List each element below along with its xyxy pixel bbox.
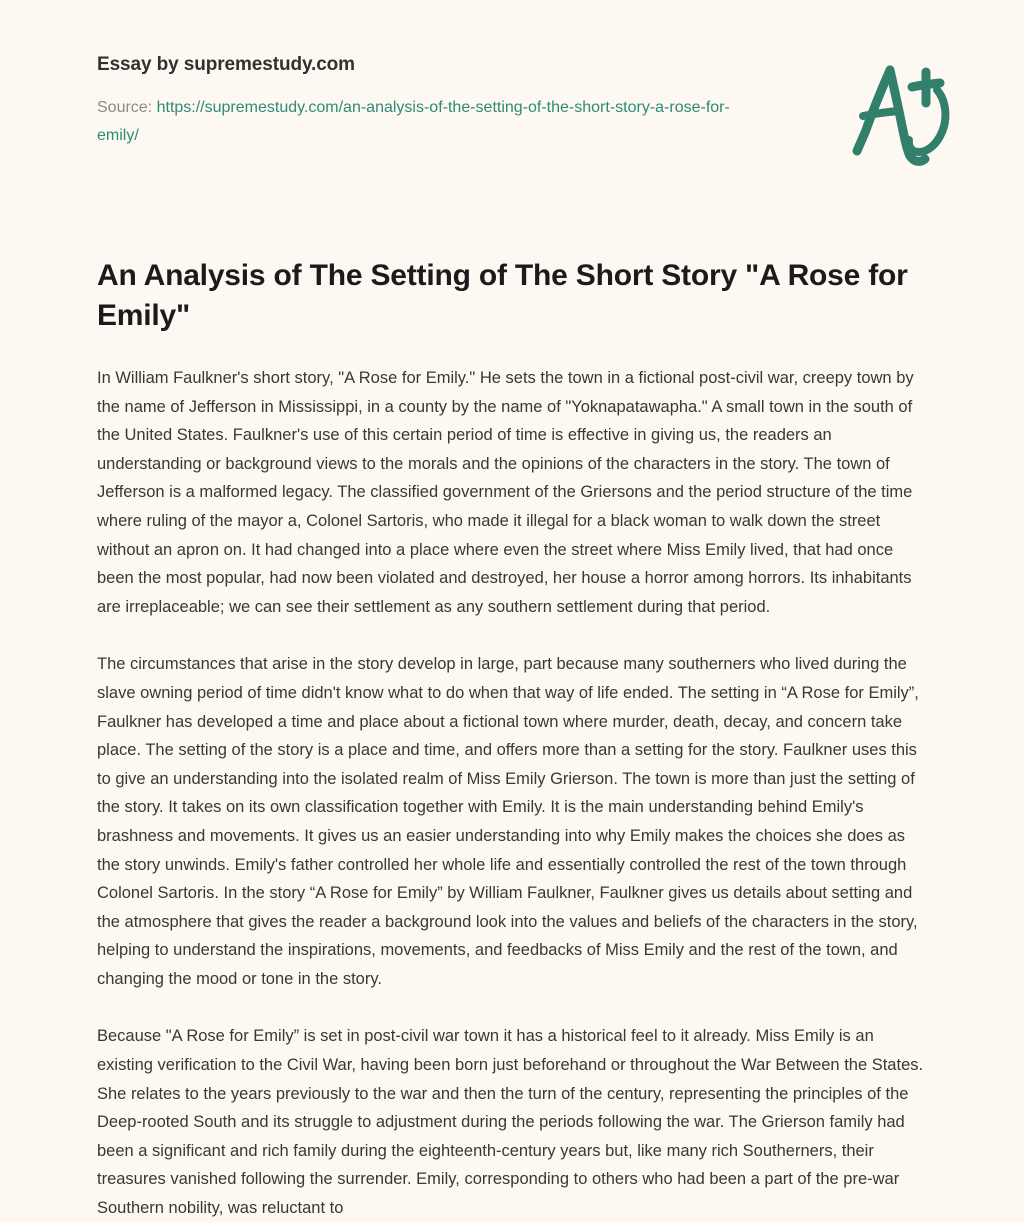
a-plus-handwritten-icon: [842, 52, 966, 172]
paragraph: The circumstances that arise in the story develop in large, part because many southerners who lived during the slave owning period of time didn't know what to do when that way of life ended. The setting in “A Rose for Emily”, Faulkner has developed a time and place about a fictional town where murder, death, decay, and concern take place. The setting of the story is a place and time, and offers more than a setting for the story. Faulkner uses this to give an understanding into the isolated realm of Miss Emily Grierson. The town is more than just the setting of the story. It takes on its own classification together with Emily. It is the main understanding behind Emily's brashness and movements. It gives us an easier understanding into why Emily makes the choices she does as the story unwinds. Emily's father controlled her whole life and essentially controlled the rest of the town through Colonel Sartoris. In the story “A Rose for Emily” by William Faulkner, Faulkner gives us details about setting and the atmosphere that gives the reader a background look into the values and beliefs of the characters in the story, helping to understand the inspirations, movements, and feedbacks of Miss Emily and the rest of the town, and changing the mood or tone in the story.: [97, 655, 919, 988]
source-line: [97, 94, 762, 150]
article: [97, 256, 931, 1223]
source-label: Source:: [97, 99, 153, 116]
source-url-link[interactable]: https://supremestudy.com/an-analysis-of-the-setting-of-the-short-story-a-rose-for-emily/: [97, 99, 730, 144]
paragraph: In William Faulkner's short story, "A Rose for Emily." He sets the town in a fictional post-civil war, creepy town by the name of Jefferson in Mississippi, in a county by the name of "Yoknapatawapha." A small town in the south of the United States. Faulkner's use of this certain period of time is effective in giving us, the readers an understanding or background views to the morals and the opinions of the characters in the story. The town of Jefferson is a malformed legacy. The classified government of the Griersons and the period structure of the time where ruling of the mayor a, Colonel Sartoris, who made it illegal for a black woman to walk down the street without an apron on. It had changed into a place where even the street where Miss Emily lived, that had once been the most popular, had now been violated and destroyed, her house a horror among horrors. Its inhabitants are irreplaceable; we can see their settlement as any southern settlement during that period.: [97, 369, 914, 616]
paragraph: Because "A Rose for Emily” is set in post-civil war town it has a historical feel to it already. Miss Emily is an existing verification to the Civil War, having been born just beforehand or throughout the War Between the States. She relates to the years previously to the war and then the turn of the century, representing the principles of the Deep-rooted South and its struggle to adjustment during the periods following the war. The Grierson family had been a significant and rich family during the eighteenth-century years but, like many rich Southerners, their treasures vanished following the surrender. Emily, corresponding to others who had been a part of the pre-war Southern nobility, was reluctant to: [97, 1027, 924, 1218]
document-header: [97, 52, 927, 150]
page-title: An Analysis of The Setting of The Short Story "A Rose for Emily": [97, 259, 908, 332]
essay-byline: Essay by supremestudy.com: [97, 54, 355, 75]
article-body: [97, 364, 931, 1223]
a-plus-logo: [842, 52, 966, 172]
